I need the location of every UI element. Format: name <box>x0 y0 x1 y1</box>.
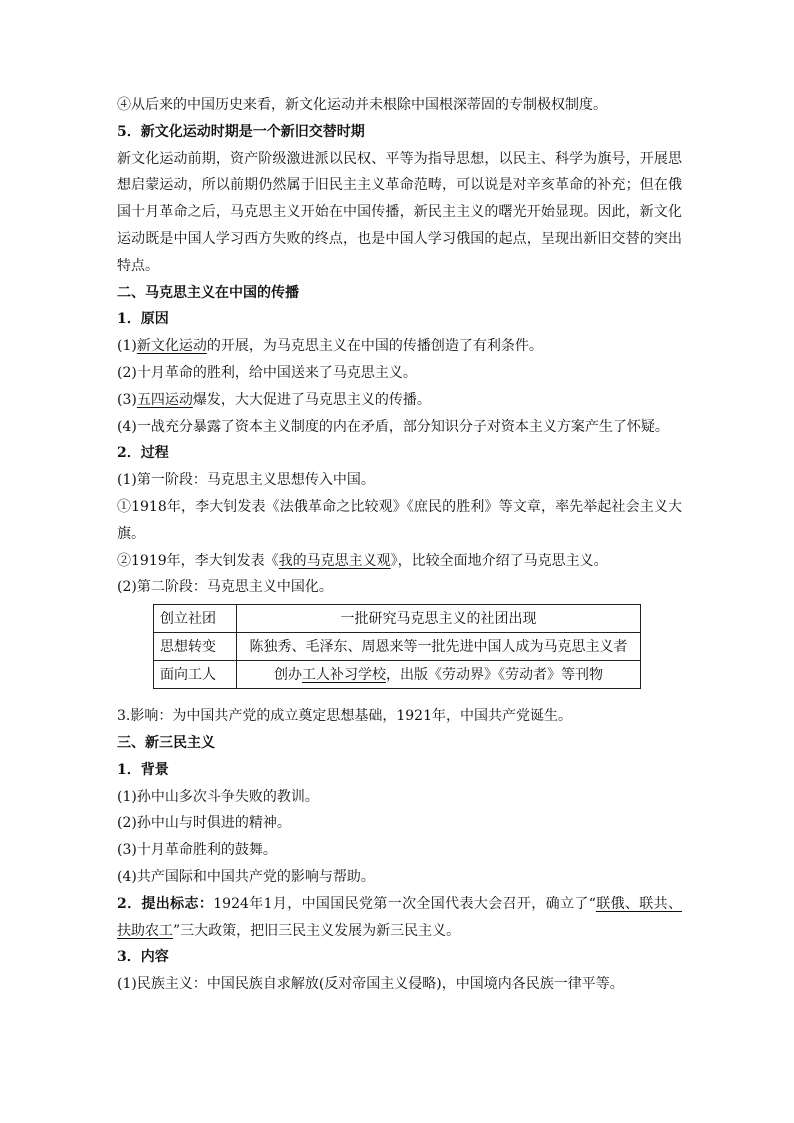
document-page <box>117 92 682 998</box>
section-2-title: 二、马克思主义在中国的传播 <box>117 284 299 301</box>
table-cell: 创立社团 <box>154 605 237 633</box>
reason-3: (3)五四运动爆发，大大促进了马克思主义的传播。 <box>117 391 431 408</box>
table-row <box>154 661 641 689</box>
background-4: (4)共产国际和中国共产党的影响与帮助。 <box>117 868 375 885</box>
content-heading: 3．内容 <box>117 949 169 966</box>
background-1: (1)孙中山多次斗争失败的教训。 <box>117 788 319 805</box>
point-4: ④从后来的中国历史来看，新文化运动并未根除中国根深蒂固的专制极权制度。 <box>117 97 607 113</box>
process-stage-2: (2)第二阶段：马克思主义中国化。 <box>117 579 333 596</box>
background-3: (3)十月革命胜利的鼓舞。 <box>117 842 277 859</box>
marker: 2．提出标志：1924年1月，中国国民党第一次全国代表大会召开，确立了“联俄、联共、扶助农工”三大政策，把旧三民主义发展为新三民主义。 <box>117 895 682 939</box>
sinicization-table <box>153 604 641 689</box>
table-row <box>154 633 641 661</box>
reason-4: (4)一战充分暴露了资本主义制度的内在矛盾，部分知识分子对资本主义方案产生了怀疑。 <box>117 418 669 435</box>
table-cell: 创办工人补习学校，出版《劳动界》《劳动者》等刊物 <box>237 661 641 689</box>
content-1: (1)民族主义：中国民族自求解放(反对帝国主义侵略)，中国境内各民族一律平等。 <box>117 976 624 993</box>
table-cell: 一批研究马克思主义的社团出现 <box>237 605 641 633</box>
impact: 3.影响：为中国共产党的成立奠定思想基础，1921年，中国共产党诞生。 <box>117 708 572 725</box>
heading-5: 5．新文化运动时期是一个新旧交替时期 <box>117 123 365 140</box>
process-heading: 2．过程 <box>117 445 169 462</box>
table-cell: 陈独秀、毛泽东、周恩来等一批先进中国人成为马克思主义者 <box>237 633 641 661</box>
process-1919: ②1919年，李大钊发表《我的马克思主义观》，比较全面地介绍了马克思主义。 <box>117 552 608 569</box>
section-3-title: 三、新三民主义 <box>117 734 215 751</box>
background-heading: 1．背景 <box>117 761 169 778</box>
reason-heading: 1．原因 <box>117 311 169 328</box>
background-2: (2)孙中山与时俱进的精神。 <box>117 815 291 832</box>
table-cell: 面向工人 <box>154 661 237 689</box>
table-row <box>154 605 641 633</box>
reason-2: (2)十月革命的胜利，给中国送来了马克思主义。 <box>117 364 417 381</box>
process-1918: ①1918年，李大钊发表《法俄革命之比较观》《庶民的胜利》等文章，率先举起社会主义大旗。 <box>117 498 682 542</box>
process-stage-1: (1)第一阶段：马克思主义思想传入中国。 <box>117 472 375 489</box>
reason-1: (1)新文化运动的开展，为马克思主义在中国的传播创造了有利条件。 <box>117 338 543 355</box>
paragraph-5: 新文化运动前期，资产阶级激进派以民权、平等为指导思想，以民主、科学为旗号，开展思想启蒙运动，所以前期仍然属于旧民主主义革命范畴，可以说是对辛亥革命的补充；但在俄国十月革命之后，马克思主义开始在中国传播，新民主主义的曙光开始显现。因此，新文化运动既是中国人学习西方失败的终点，也是中国人学习俄国的起点，呈现出新旧交替的突出特点。 <box>117 150 682 274</box>
table-cell: 思想转变 <box>154 633 237 661</box>
